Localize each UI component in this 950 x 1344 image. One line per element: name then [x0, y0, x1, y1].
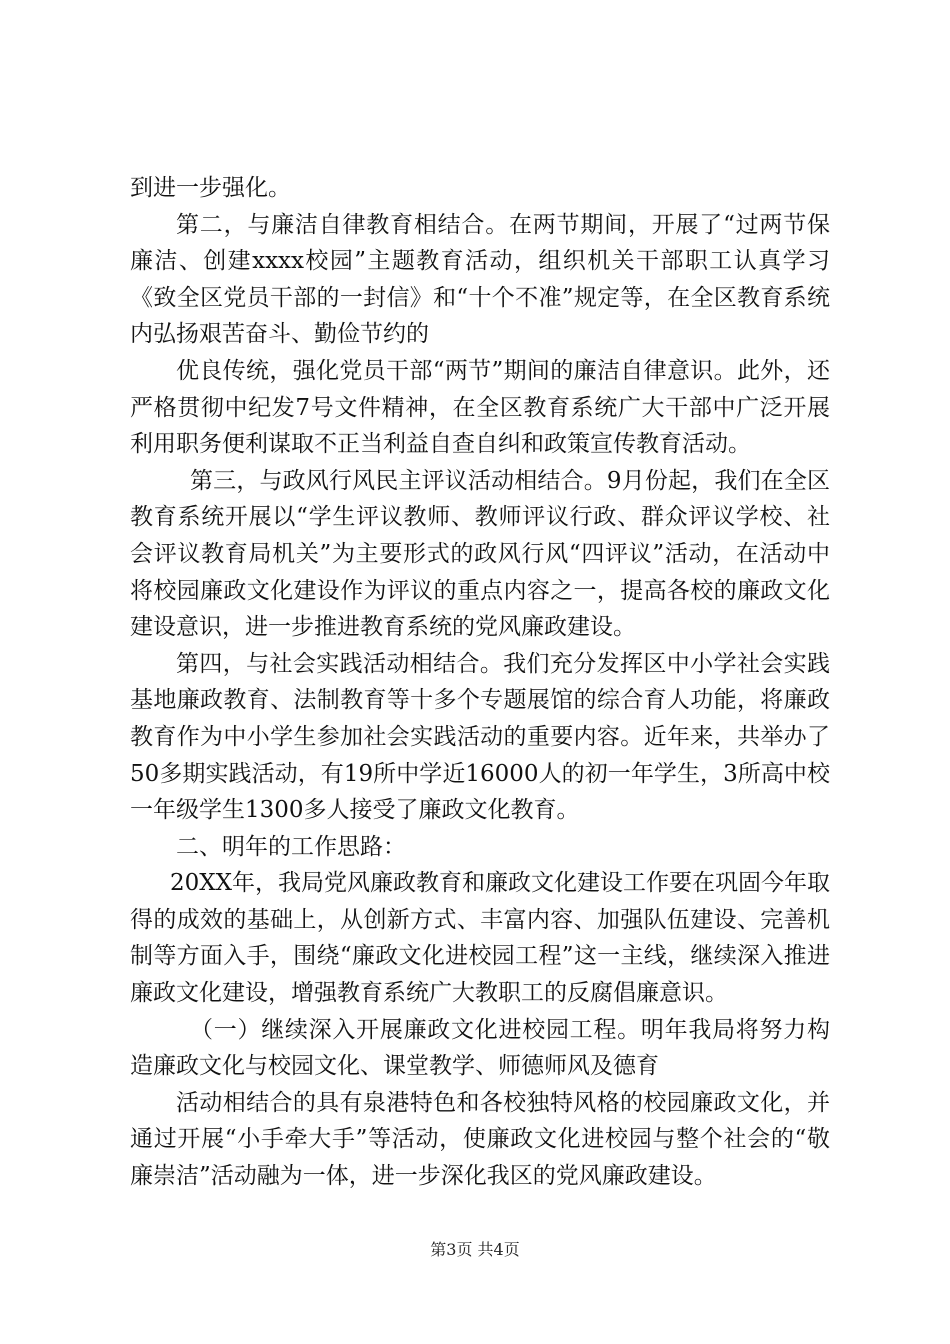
section-heading-next-year: 二、明年的工作思路：	[176, 833, 406, 860]
paragraph-fourth-point: 第四，与社会实践活动相结合。我们充分发挥区中小学社会实践基地廉政教育、法制教育等十多个专题展馆的综合育人功能，将廉政教育作为中小学生参加社会实践活动的重要内容。近年来，共举办了50多期实践活动，有19所中学近16000人的初一年学生，3所高中校一年级学生1300多人接受了廉政文化教育。	[130, 650, 830, 824]
page-number-footer: 第3页 共4页	[430, 1240, 520, 1259]
document-body	[130, 170, 830, 1195]
paragraph-continuation: 到进一步强化。	[130, 175, 291, 201]
paragraph-fine-tradition: 优良传统，强化党员干部“两节”期间的廉洁自律意识。此外，还严格贯彻中纪发7号文件精神，在全区教育系统广大干部中广泛开展利用职务便利谋取不正当利益自查自纠和政策宣传教育活动。	[130, 357, 830, 458]
paragraph-third-point: 第三，与政风行风民主评议活动相结合。9月份起，我们在全区教育系统开展以“学生评议教师、教师评议行政、群众评议学校、社会评议教育局机关”为主要形式的政风行风“四评议”活动，在活动中将校园廉政文化建设作为评议的重点内容之一，提高各校的廉政文化建设意识，进一步推进教育系统的党风廉政建设。	[130, 467, 830, 641]
paragraph-next-year-plan: 20XX年，我局党风廉政教育和廉政文化建设工作要在巩固今年取得的成效的基础上，从创新方式、丰富内容、加强队伍建设、完善机制等方面入手，围绕“廉政文化进校园工程”这一主线，继续深入推进廉政文化建设，增强教育系统广大教职工的反腐倡廉意识。	[130, 870, 831, 1007]
paragraph-second-point: 第二，与廉洁自律教育相结合。在两节期间，开展了“过两节保廉洁、创建xxxx校园”主题教育活动，组织机关干部职工认真学习《致全区党员干部的一封信》和“十个不准”规定等，在全区教育系统内弘扬艰苦奋斗、勤俭节约的	[130, 211, 830, 348]
paragraph-item-one: （一）继续深入开展廉政文化进校园工程。明年我局将努力构造廉政文化与校园文化、课堂教学、师德师风及德育	[130, 1016, 830, 1080]
paragraph-item-one-continued: 活动相结合的具有泉港特色和各校独特风格的校园廉政文化，并通过开展“小手牵大手”等活动，使廉政文化进校园与整个社会的“敬廉崇洁”活动融为一体，进一步深化我区的党风廉政建设。	[130, 1089, 830, 1190]
